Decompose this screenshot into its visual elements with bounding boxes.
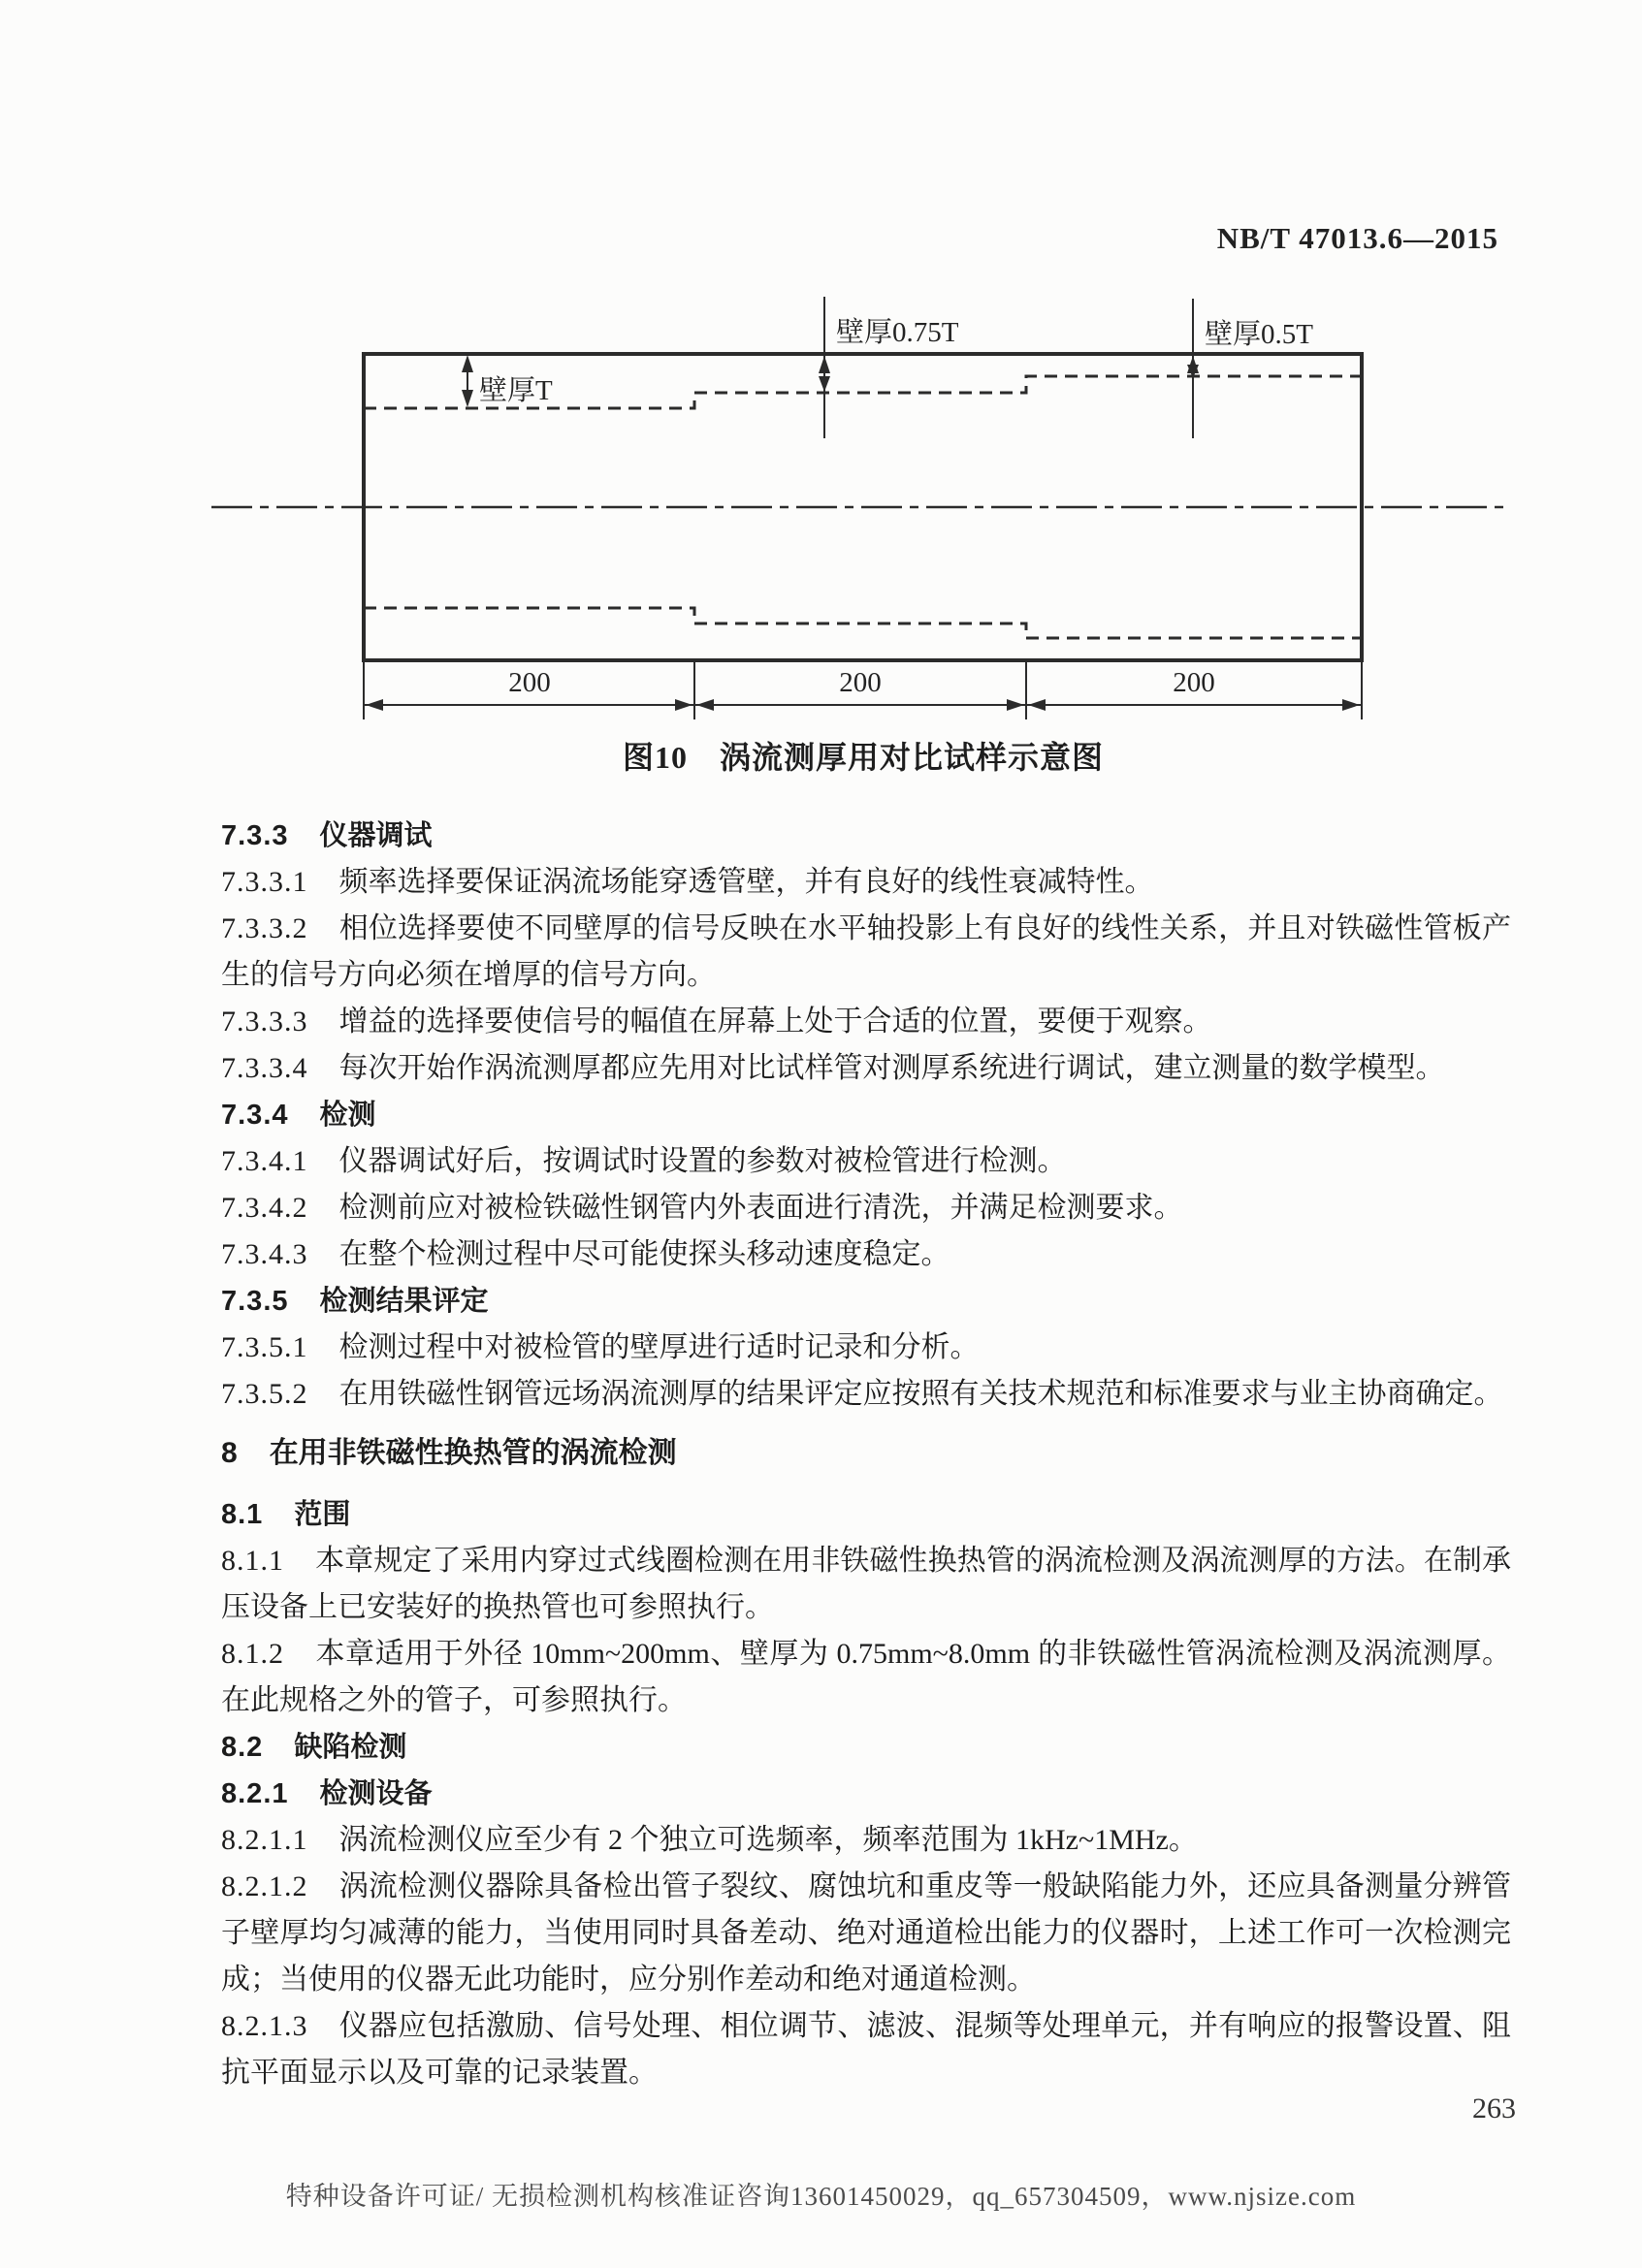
- clause-8.2.1.1: [221, 1817, 1511, 1864]
- clause-text: 检测设备: [319, 1778, 433, 1809]
- clause-text: 检测过程中对被检管的壁厚进行适时记录和分析。: [338, 1331, 980, 1363]
- clause-text: 检测: [319, 1100, 376, 1131]
- clause-text: 范围: [294, 1499, 351, 1530]
- clause-7.3.5.2: [221, 1371, 1511, 1418]
- clause-text: 本章适用于外径 10mm~200mm、壁厚为 0.75mm~8.0mm 的非铁磁性管涡流检测及涡流测厚。在此规格之外的管子，可参照执行。: [221, 1638, 1511, 1716]
- clause-number: 8.2.1.3: [221, 2010, 308, 2042]
- standard-number: NB/T 47013.6—2015: [1216, 221, 1498, 255]
- clause-text: 缺陷检测: [294, 1732, 407, 1763]
- clause-number: 7.3.5.2: [221, 1378, 308, 1410]
- clause-text: 在用铁磁性钢管远场涡流测厚的结果评定应按照有关技术规范和标准要求与业主协商确定。: [338, 1378, 1503, 1410]
- clause-8.1.2: [221, 1631, 1511, 1724]
- clause-8.2.1.3: [221, 2003, 1511, 2096]
- clause-text: 涡流检测仪应至少有 2 个独立可选频率，频率范围为 1kHz~1MHz。: [338, 1824, 1198, 1856]
- clause-7.3.4.3: [221, 1231, 1511, 1278]
- clause-7.3.3: [221, 813, 1511, 859]
- clause-number: 7.3.3.4: [221, 1052, 308, 1084]
- clause-7.3.3.3: [221, 999, 1511, 1045]
- page-number: 263: [1472, 2092, 1516, 2124]
- length-dimension-line: [364, 667, 1362, 711]
- inner-wall-bottom-line: [364, 608, 1362, 638]
- wall-t-dimension: [462, 355, 553, 407]
- dimension-200-left: 200: [508, 667, 551, 698]
- clause-number: 7.3.5: [221, 1286, 289, 1317]
- clause-text: 本章规定了采用内穿过式线圈检测在用非铁磁性换热管的涡流检测及涡流测厚的方法。在制承压设备上已安装好的换热管也可参照执行。: [221, 1545, 1511, 1623]
- clause-number: 8.1.1: [221, 1545, 284, 1577]
- clause-8.1: [221, 1491, 1511, 1538]
- clause-text: 检测前应对被检铁磁性钢管内外表面进行清洗，并满足检测要求。: [338, 1192, 1183, 1224]
- clause-number: 7.3.4.1: [221, 1145, 308, 1177]
- clause-number: 7.3.5.1: [221, 1331, 308, 1363]
- clause-number: 8.1: [221, 1499, 264, 1530]
- clause-7.3.5: [221, 1278, 1511, 1325]
- wall-05t-dimension: [1187, 299, 1313, 438]
- clause-7.3.4.1: [221, 1138, 1511, 1185]
- clause-text: 仪器应包括激励、信号处理、相位调节、滤波、混频等处理单元，并有响应的报警设置、阻抗平面显示以及可靠的记录装置。: [221, 2010, 1511, 2089]
- clause-number: 7.3.3.1: [221, 866, 308, 898]
- wall-05t-label: 壁厚0.5T: [1205, 319, 1313, 350]
- dimension-200-middle: 200: [839, 667, 882, 698]
- footer-watermark: 特种设备许可证/ 无损检测机构核准证咨询13601450029，qq_657304509，www.njsize.com: [285, 2182, 1357, 2211]
- figure-caption: 图10 涡流测厚用对比试样示意图: [622, 740, 1104, 775]
- dimension-200-right: 200: [1173, 667, 1215, 698]
- clause-7.3.3.1: [221, 859, 1511, 906]
- clause-7.3.5.1: [221, 1325, 1511, 1371]
- clause-8.2.1.2: [221, 1864, 1511, 2003]
- clause-text: 仪器调试: [319, 820, 433, 851]
- clause-number: 7.3.3.3: [221, 1006, 308, 1038]
- clause-number: 7.3.3: [221, 820, 289, 851]
- clause-7.3.3.2: [221, 906, 1511, 999]
- document-body: [221, 813, 1511, 2096]
- clause-number: 8: [221, 1437, 239, 1469]
- wall-075t-dimension: [819, 297, 959, 438]
- chapter-8-heading: [221, 1430, 1511, 1477]
- clause-number: 7.3.4.2: [221, 1192, 308, 1224]
- clause-number: 8.2.1: [221, 1778, 289, 1809]
- clause-text: 在整个检测过程中尽可能使探头移动速度稳定。: [338, 1238, 950, 1270]
- clause-7.3.3.4: [221, 1045, 1511, 1092]
- clause-7.3.4.2: [221, 1185, 1511, 1231]
- clause-text: 相位选择要使不同壁厚的信号反映在水平轴投影上有良好的线性关系，并且对铁磁性管板产生的信号方向必须在增厚的信号方向。: [221, 912, 1511, 991]
- clause-text: 增益的选择要使信号的幅值在屏幕上处于合适的位置，要便于观察。: [338, 1006, 1212, 1038]
- clause-number: 8.2: [221, 1732, 264, 1763]
- wall-075t-label: 壁厚0.75T: [836, 317, 959, 348]
- clause-number: 7.3.4.3: [221, 1238, 308, 1270]
- clause-number: 7.3.3.2: [221, 912, 308, 944]
- clause-text: 仪器调试好后，按调试时设置的参数对被检管进行检测。: [338, 1145, 1067, 1177]
- clause-text: 在用非铁磁性换热管的涡流检测: [269, 1437, 677, 1469]
- clause-number: 8.1.2: [221, 1638, 284, 1670]
- clause-8.1.1: [221, 1538, 1511, 1631]
- clause-text: 检测结果评定: [319, 1286, 489, 1317]
- clause-8.2: [221, 1724, 1511, 1771]
- clause-text: 频率选择要保证涡流场能穿透管壁，并有良好的线性衰减特性。: [338, 866, 1154, 898]
- clause-number: 8.2.1.2: [221, 1870, 308, 1902]
- clause-number: 7.3.4: [221, 1100, 289, 1131]
- clause-7.3.4: [221, 1092, 1511, 1138]
- clause-text: 每次开始作涡流测厚都应先用对比试样管对测厚系统进行调试，建立测量的数学模型。: [338, 1052, 1445, 1084]
- figure10-diagram: [0, 0, 1642, 776]
- clause-number: 8.2.1.1: [221, 1824, 308, 1856]
- clause-8.2.1: [221, 1771, 1511, 1817]
- clause-text: 涡流检测仪器除具备检出管子裂纹、腐蚀坑和重皮等一般缺陷能力外，还应具备测量分辨管子壁厚均匀减薄的能力，当使用同时具备差动、绝对通道检出能力的仪器时，上述工作可一次检测完成；当使用的仪器无此功能时，应分别作差动和绝对通道检测。: [221, 1870, 1511, 1996]
- wall-t-label: 壁厚T: [479, 375, 553, 406]
